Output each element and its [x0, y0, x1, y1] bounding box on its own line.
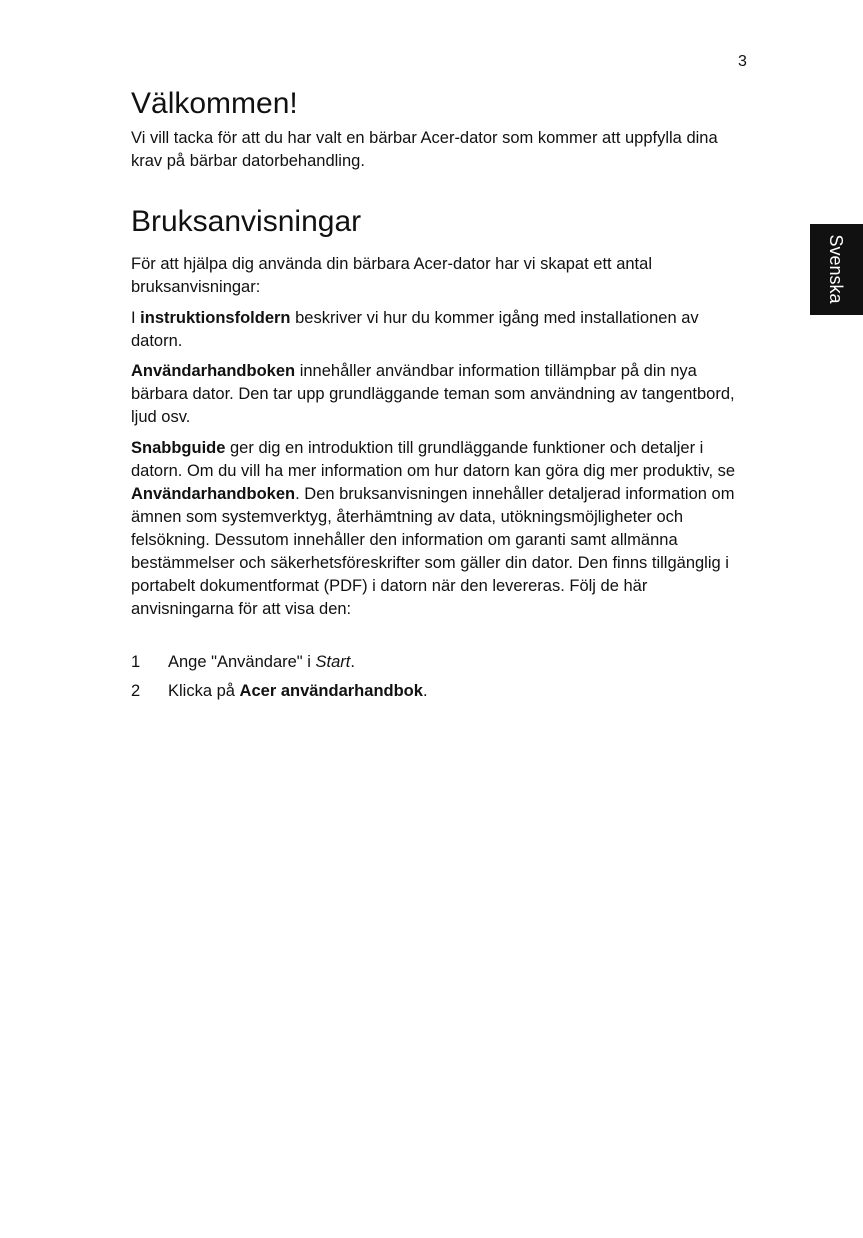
text-span: Klicka på [168, 682, 240, 700]
bold-term-anvandarhandboken: Användarhandboken [131, 362, 296, 380]
welcome-paragraph: Vi vill tacka för att du har valt en bärbar Acer-dator som kommer att uppfylla dina krav på bärbar datorbehandling. [131, 129, 718, 170]
guides-intro: För att hjälpa dig använda din bärbara Acer-dator har vi skapat ett antal bruksanvisningar: [131, 255, 652, 296]
text-span: innehåller användbar information tillämpbar på din nya bärbara dator. Den tar upp grundläggande teman som användning av tangentbord, ljud osv. [131, 362, 735, 426]
list-number: 2 [131, 682, 141, 700]
bold-term-instruktionsfoldern: instruktionsfoldern [140, 309, 291, 327]
list-text [168, 651, 355, 674]
text-span: I [131, 309, 141, 327]
guides-paragraph-1 [131, 307, 751, 353]
italic-term-start: Start [315, 653, 351, 671]
text-span: Ange "Användare" i [168, 653, 316, 671]
bold-term-acer-anvandarhandbok: Acer användarhandbok [239, 682, 423, 700]
text-span: ger dig en introduktion till grundläggande funktioner och detaljer i datorn. Om du vill ha mer information om hur datorn kan göra dig mer produktiv, se [131, 439, 736, 480]
welcome-heading: Välkommen! [131, 87, 298, 120]
bold-term-anvandarhandboken: Användarhandboken [131, 485, 296, 503]
text-span: . [350, 653, 355, 671]
page-number: 3 [738, 53, 747, 70]
text-span: . [422, 682, 428, 700]
guides-paragraph-3 [131, 437, 751, 621]
language-tab-label: Svenska [826, 234, 846, 304]
list-number: 1 [131, 653, 141, 671]
list-text [168, 680, 428, 703]
text-span: beskriver vi hur du kommer igång med installationen av datorn. [131, 309, 699, 350]
guides-heading: Bruksanvisningar [131, 205, 362, 238]
language-tab [810, 224, 863, 315]
guides-paragraph-2 [131, 360, 751, 429]
text-span: . Den bruksanvisningen innehåller detaljerad information om ämnen som systemverktyg, återhämtning av data, utökningsmöjligheter och felsökning. Dessutom innehåller den information om garanti samt allmänna bestämmelser och säkerhetsföreskrifter som gäller din dator. Den finns tillgänglig i portabelt dokumentformat (PDF) i datorn när den levereras. Följ de här anvisningarna för att visa den: [131, 485, 735, 618]
bold-term-snabbguide: Snabbguide [131, 439, 226, 457]
